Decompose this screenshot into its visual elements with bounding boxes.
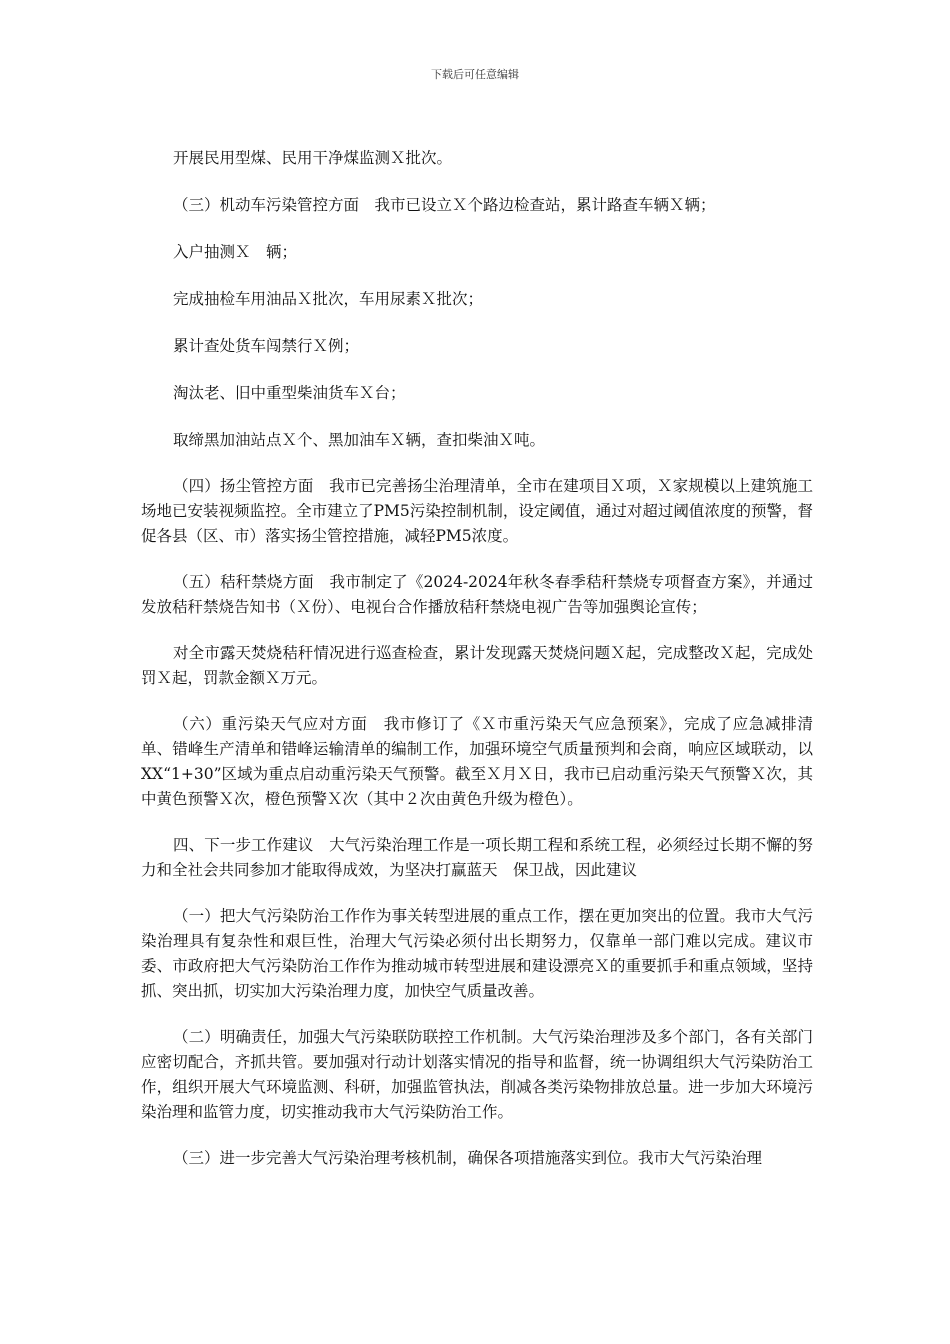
- paragraph-illegal-fuel: 取缔黑加油站点Ｘ个、黑加油车Ｘ辆，查扣柴油Ｘ吨。: [173, 431, 546, 449]
- paragraph-burning-inspection: 对全市露天焚烧秸秆情况进行巡查检查，累计发现露天焚烧问题Ｘ起，完成整改Ｘ起，完成处罚Ｘ起，罚款金额Ｘ万元。: [141, 644, 813, 687]
- paragraph-heavy-pollution: （六）重污染天气应对方面 我市修订了《Ｘ市重污染天气应急预案》，完成了应急减排清单、错峰生产清单和错峰运输清单的编制工作，加强环境空气质量预判和会商，响应区域联动，以XX“1+30”区域为重点启动重污染天气预警。截至Ｘ月Ｘ日，我市已启动重污染天气预警Ｘ次，其中黄色预警Ｘ次，橙色预警Ｘ次（其中２次由黄色升级为橙色）。: [141, 715, 813, 808]
- paragraph-next-steps: 四、下一步工作建议 大气污染治理工作是一项长期工程和系统工程，必须经过长期不懈的努力和全社会共同参加才能取得成效，为坚决打赢蓝天 保卫战，因此建议: [141, 836, 813, 879]
- paragraph-household-testing: 入户抽测Ｘ 辆；: [173, 243, 298, 261]
- paragraph-suggestion-three: （三）进一步完善大气污染治理考核机制，确保各项措施落实到位。我市大气污染治理: [173, 1149, 763, 1167]
- page-header: 下载后可任意编辑: [431, 68, 519, 81]
- paragraph-suggestion-two: （二）明确责任，加强大气污染联防联控工作机制。大气污染治理涉及多个部门，各有关部门应密切配合，齐抓共管。要加强对行动计划落实情况的指导和监督，统一协调组织大气污染防治工作，组织开展大气环境监测、科研，加强监管执法，削减各类污染物排放总量。进一步加大环境污染治理和监管力度，切实推动我市大气污染防治工作。: [141, 1028, 813, 1121]
- paragraph-vehicle-control: （三）机动车污染管控方面 我市已设立Ｘ个路边检查站，累计路查车辆Ｘ辆；: [173, 196, 716, 214]
- paragraph-dust-control: （四）扬尘管控方面 我市已完善扬尘治理清单，全市在建项目Ｘ项，Ｘ家规模以上建筑施工场地已安装视频监控。全市建立了PM5污染控制机制，设定阈值，通过对超过阈值浓度的预警，督促各县（区、市）落实扬尘管控措施，减轻PM5浓度。: [141, 477, 813, 545]
- document-body: [141, 146, 813, 1192]
- paragraph-suggestion-one: （一）把大气污染防治工作作为事关转型进展的重点工作，摆在更加突出的位置。我市大气污染治理具有复杂性和艰巨性，治理大气污染必须付出长期努力，仅靠单一部门难以完成。建议市委、市政府把大气污染防治工作作为推动城市转型进展和建设漂亮Ｘ的重要抓手和重点领域，坚持抓、突出抓，切实加大污染治理力度，加快空气质量改善。: [141, 907, 813, 1000]
- paragraph-diesel-trucks: 淘汰老、旧中重型柴油货车Ｘ台；: [173, 384, 406, 402]
- paragraph-straw-burning: （五）秸秆禁烧方面 我市制定了《2024-2024年秋冬春季秸秆禁烧专项督查方案》，并通过发放秸秆禁烧告知书（Ｘ份）、电视台合作播放秸秆禁烧电视广告等加强舆论宣传；: [141, 573, 813, 616]
- paragraph-truck-violations: 累计查处货车闯禁行Ｘ例；: [173, 337, 360, 355]
- paragraph-coal-monitoring: 开展民用型煤、民用干净煤监测Ｘ批次。: [173, 149, 453, 167]
- paragraph-fuel-inspection: 完成抽检车用油品Ｘ批次，车用尿素Ｘ批次；: [173, 290, 484, 308]
